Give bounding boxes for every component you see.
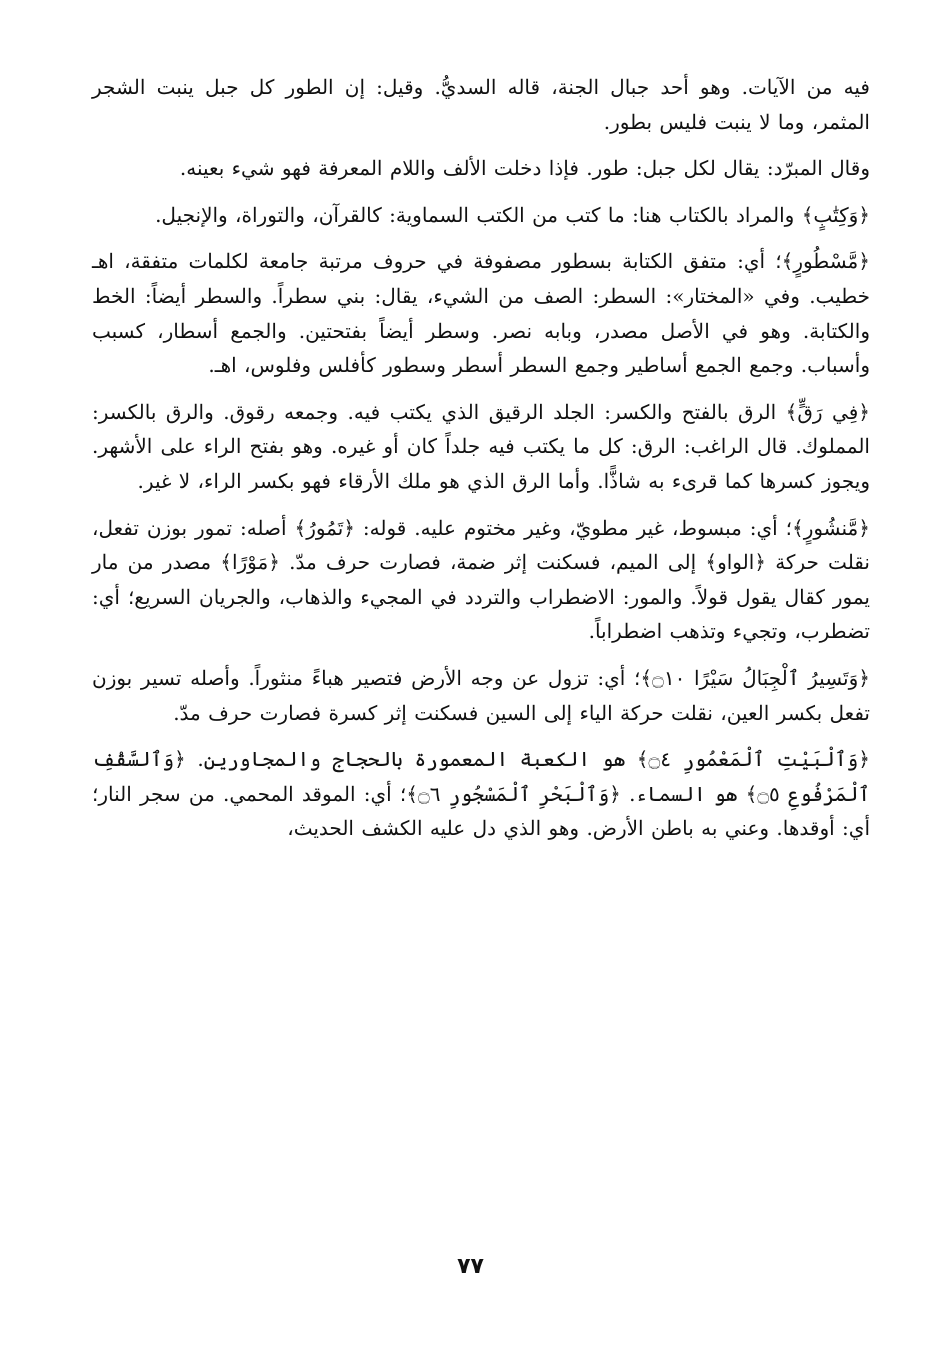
paragraph-6: ﴿مَّنشُورٍ﴾؛ أي: مبسوط، غير مطويّ، وغير مختوم عليه. قوله: ﴿تَمُورُ﴾ أصله: تمور بوزن تفعل، نقلت حركة ﴿الواو﴾ إلى الميم، فسكنت إثر ضمة، فصارت حرف مدّ. ﴿مَوْرًا﴾ مصدر من مار يمور كقال يقول قولاً. والمور: الاضطراب والتردد في المجيء والذهاب، والجريان السريع؛ أي: تضطرب، وتجيء وتذهب اضطراباً. bbox=[92, 515, 870, 644]
paragraph-7: ﴿وَتَسِيرُ ٱلْجِبَالُ سَيْرًا ۝١٠﴾؛ أي: تزول عن وجه الأرض فتصير هباءً منثوراً. وأصله تسير بوزن تفعل بكسر العين، نقلت حركة الياء إلى السين فسكنت إثر كسرة فصارت حرف مدّ. bbox=[92, 665, 870, 725]
main-text bbox=[92, 70, 870, 858]
paragraph-4: ﴿مَّسْطُورٍ﴾؛ أي: متفق الكتابة بسطور مصفوفة في حروف مرتبة جامعة لكلمات متفقة، اهـ خطيب. وفي «المختار»: السطر: الصف من الشيء، يقال: بني سطراً. والسطر أيضاً: الخط والكتابة. وهو في الأصل مصدر، وبابه نصر. وسطر أيضاً بفتحتين. والجمع أسطار، كسبب وأسباب. وجمع الجمع أساطير وجمع السطر أسطر وسطور كأفلس وفلوس، اهـ. bbox=[92, 249, 870, 378]
paragraph-3: ﴿وَكِتَٰبٍ﴾ والمراد بالكتاب هنا: ما كتب من الكتب السماوية: كالقرآن، والتوراة، والإنجيل. bbox=[155, 202, 870, 227]
paragraph-2: وقال المبرّد: يقال لكل جبل: طور. فإذا دخلت الألف واللام المعرفة فهو شيء بعينه. bbox=[179, 156, 870, 181]
paragraph-1: فيه من الآيات. وهو أحد جبال الجنة، قاله السديُّ. وقيل: إن الطور كل جبل ينبت الشجر المثمر، وما لا ينبت فليس بطور. bbox=[92, 75, 870, 134]
paragraph-8: ﴿وَٱلْبَيْتِ ٱلْمَعْمُورِ ۝٤﴾ هو الكعبة المعمورة بالحجاج والمجاورين. ﴿وَٱلسَّقْفِ ٱلْمَرْفُوعِ ۝٥﴾ هو السماء. ﴿وَٱلْبَحْرِ ٱلْمَسْجُورِ ۝٦﴾؛ أي: الموقد المحمي. من سجر النار؛ أي: أوقدها. وعني به باطن الأرض. وهو الذي دل عليه الكشف الحديث، bbox=[92, 747, 871, 841]
page-number: ٧٧ bbox=[457, 1254, 484, 1279]
paragraph-5: ﴿فِي رَقٍّ﴾ الرق بالفتح والكسر: الجلد الرقيق الذي يكتب فيه. وجمعه رقوق. والرق بالكسر: المملوك. قال الراغب: الرق: كل ما يكتب فيه جلداً كان أو غيره. وهو بفتح الراء على الأشهر. ويجوز كسرها كما قرىء به شاذًّا. وأما الرق الذي هو ملك الأرقاء فهو بكسر الراء، لا غير. bbox=[92, 399, 870, 493]
